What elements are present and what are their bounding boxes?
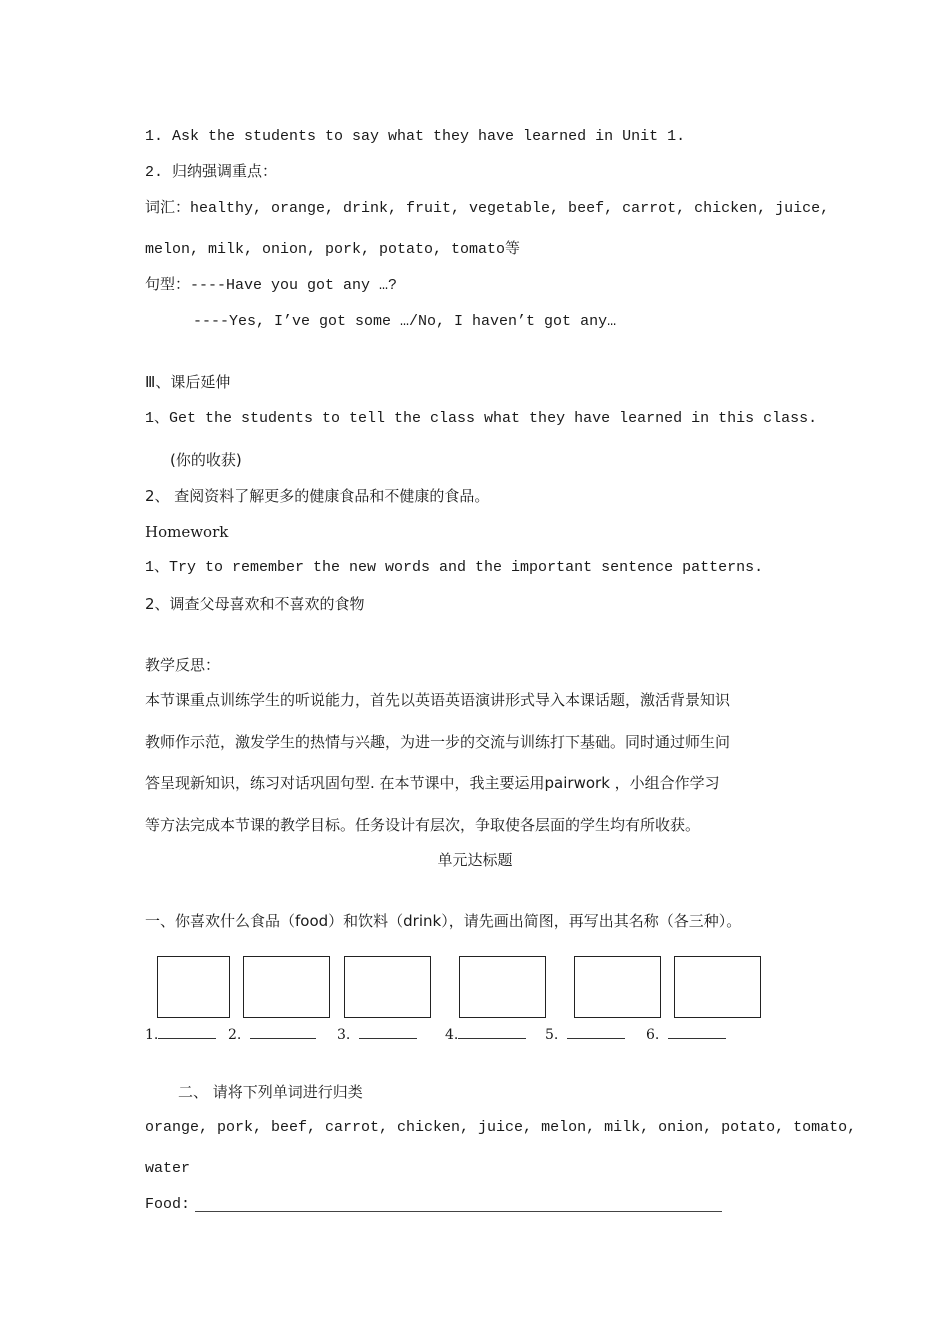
reflection-line: 等方法完成本节课的教学目标。任务设计有层次，争取使各层面的学生均有所收获。	[145, 816, 701, 834]
drawing-box-2[interactable]	[243, 956, 330, 1018]
review-item-2: 2. 归纳强调重点：	[145, 164, 278, 181]
homework-item-2: 2、调查父母喜欢和不喜欢的食物	[145, 595, 365, 613]
drawing-box-3[interactable]	[344, 956, 431, 1018]
answer-blank-1[interactable]: 1.	[145, 1023, 216, 1043]
extension-item-1: 1、Get the students to tell the class what they have learned in this class.	[145, 410, 818, 427]
word-list-line-2: water	[145, 1160, 191, 1177]
reflection-line: 教师作示范，激发学生的热情与兴趣，为进一步的交流与训练打下基础。同时通过师生问	[145, 733, 731, 751]
answer-blank-5[interactable]: 5.	[545, 1023, 625, 1043]
extension-item-2: 2、 查阅资料了解更多的健康食品和不健康的食品。	[145, 487, 490, 505]
test-title: 单元达标题	[437, 851, 513, 869]
word-list-line-1: orange, pork, beef, carrot, chicken, juice, melon, milk, onion, potato, tomato,	[145, 1119, 857, 1136]
sentence-pattern-question: 句型：----Have you got any …?	[145, 277, 398, 294]
extension-heading: Ⅲ、课后延伸	[145, 373, 231, 391]
drawing-box-6[interactable]	[674, 956, 761, 1018]
drawing-box-5[interactable]	[574, 956, 661, 1018]
answer-blank-3[interactable]: 3.	[337, 1023, 417, 1043]
extension-item-1-note: (你的收获)	[170, 451, 242, 469]
vocabulary-line-2: melon, milk, onion, pork, potato, tomato等	[145, 241, 521, 258]
answer-blank-2[interactable]: 2.	[228, 1023, 316, 1043]
drawing-box-1[interactable]	[157, 956, 230, 1018]
answer-blank-4[interactable]: 4.	[445, 1023, 526, 1043]
reflection-line: 本节课重点训练学生的听说能力，首先以英语英语演讲形式导入本课话题，激活背景知识	[145, 691, 731, 709]
reflection-heading: 教学反思：	[145, 656, 221, 674]
question-2-heading: 二、 请将下列单词进行归类	[178, 1083, 363, 1101]
answer-blank-6[interactable]: 6.	[646, 1023, 726, 1043]
sentence-pattern-answer: ----Yes, I’ve got some …/No, I haven’t got any…	[193, 313, 617, 330]
food-answer-line[interactable]	[195, 1211, 722, 1212]
question-1: 一、你喜欢什么食品（food）和饮料（drink），请先画出简图，再写出其名称（各三种）。	[145, 912, 742, 930]
homework-heading: Homework	[145, 523, 229, 541]
homework-item-1: 1、Try to remember the new words and the important sentence patterns.	[145, 559, 764, 576]
review-item-1: 1. Ask the students to say what they have learned in Unit 1.	[145, 128, 686, 145]
drawing-box-4[interactable]	[459, 956, 546, 1018]
reflection-line: 答呈现新知识，练习对话巩固句型. 在本节课中，我主要运用pairwork ，小组合作学习	[145, 774, 720, 792]
answer-blanks	[145, 1023, 765, 1043]
vocabulary-line-1: 词汇：healthy, orange, drink, fruit, vegetable, beef, carrot, chicken, juice,	[145, 200, 830, 217]
food-label: Food:	[145, 1196, 191, 1213]
